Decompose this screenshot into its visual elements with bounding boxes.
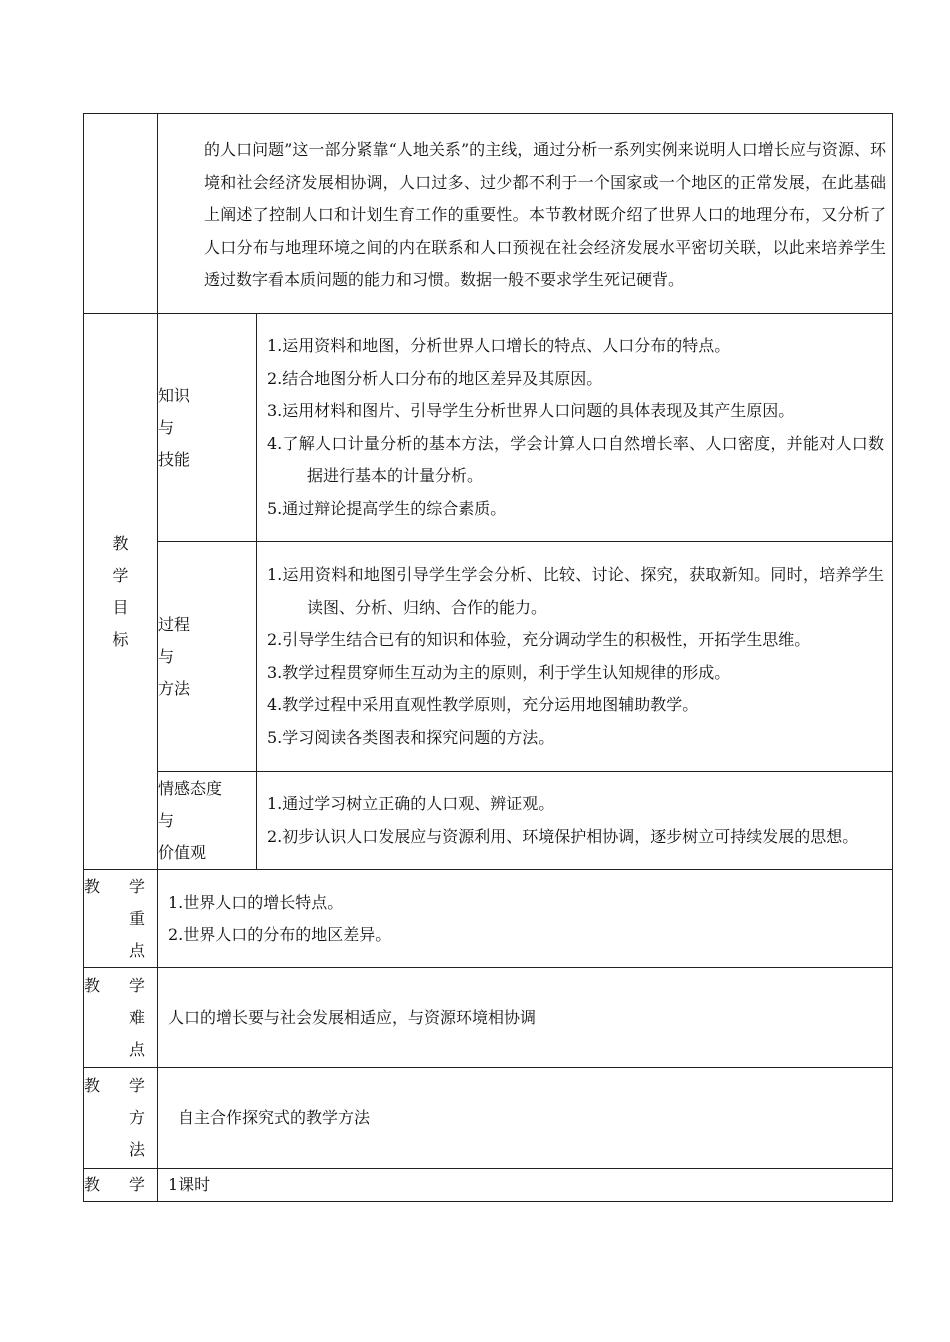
objectives-label: 教 学 目 标 — [112, 533, 129, 649]
key-points-label: 教 学 重 点 — [84, 870, 158, 968]
key-point-item: 1.世界人口的增长特点。 — [168, 892, 344, 912]
knowledge-list — [257, 328, 892, 527]
attitude-items-cell — [257, 772, 893, 870]
list-item: 4.了解人口计量分析的基本方法，学会计算人口自然增长率、人口密度，并能对人口数据进行基本的计量分析。 — [267, 433, 885, 485]
list-item: 3.运用材料和图片、引导学生分析世界人口问题的具体表现及其产生原因。 — [267, 401, 795, 420]
intro-row — [84, 114, 893, 314]
process-list — [257, 557, 892, 756]
list-item: 4.教学过程中采用直观性教学原则，充分运用地图辅助教学。 — [267, 695, 699, 714]
intro-label-cell — [84, 114, 158, 314]
list-item: 1.运用资料和地图引导学生学会分析、比较、讨论、探究，获取新知。同时，培养学生读图、分析、归纳、合作的能力。 — [267, 565, 885, 617]
objectives-process-row — [84, 542, 893, 772]
attitude-label-cell: 情感态度 与 价值观 — [158, 772, 257, 870]
methods-cell — [158, 1068, 893, 1169]
objectives-knowledge-row — [84, 314, 893, 542]
process-items-cell — [257, 542, 893, 772]
key-points-cell — [158, 870, 893, 968]
list-item: 2.引导学生结合已有的知识和体验，充分调动学生的积极性，开拓学生思维。 — [267, 630, 811, 649]
objectives-attitude-row — [84, 772, 893, 870]
hours-cell — [158, 1169, 893, 1202]
difficulties-label: 教 学 难 点 — [84, 968, 158, 1068]
intro-content-cell — [158, 114, 893, 314]
methods-label: 教 学 方 法 — [84, 1068, 158, 1169]
list-item: 1.通过学习树立正确的人口观、辨证观。 — [267, 794, 555, 813]
process-label-cell: 过程 与 方法 — [158, 542, 257, 772]
list-item: 1.运用资料和地图，分析世界人口增长的特点、人口分布的特点。 — [267, 336, 731, 355]
list-item: 2.初步认识人口发展应与资源利用、环境保护相协调，逐步树立可持续发展的思想。 — [267, 826, 859, 846]
difficulties-row — [84, 968, 893, 1068]
difficulties-cell — [158, 968, 893, 1068]
hours-label: 教 学 — [84, 1169, 158, 1202]
intro-paragraph: 的人口问题”这一部分紧靠“人地关系”的主线，通过分析一系列实例来说明人口增长应与资源、环境和社会经济发展相协调，人口过多、过少都不利于一个国家或一个地区的正常发展，在此基础上阐述了控制人口和计划生育工作的重要性。本节教材既介绍了世界人口的地理分布，又分析了人口分布与地理环境之间的内在联系和人口预视在社会经济发展水平密切关联，以此来培养学生透过数字看本质问题的能力和习惯。数据一般不要求学生死记硬背。 — [204, 140, 887, 290]
list-item: 3.教学过程贯穿师生互动为主的原则，利于学生认知规律的形成。 — [267, 662, 731, 682]
methods-text: 自主合作探究式的教学方法 — [178, 1108, 371, 1127]
methods-row — [84, 1068, 893, 1169]
knowledge-items-cell — [257, 314, 893, 542]
key-point-item: 2.世界人口的分布的地区差异。 — [168, 924, 392, 944]
knowledge-label-cell: 知识 与 技能 — [158, 314, 257, 542]
difficulties-text: 人口的增长要与社会发展相适应，与资源环境相协调 — [168, 1007, 537, 1027]
lesson-plan-table — [83, 113, 893, 1202]
list-item: 5.通过辩论提高学生的综合素质。 — [267, 498, 507, 518]
list-item: 5.学习阅读各类图表和探究问题的方法。 — [267, 727, 555, 747]
attitude-list — [257, 786, 892, 855]
list-item: 2.结合地图分析人口分布的地区差异及其原因。 — [267, 368, 603, 388]
hours-text: 1课时 — [168, 1175, 211, 1194]
key-points-row — [84, 870, 893, 968]
hours-row — [84, 1169, 893, 1202]
objectives-label-cell — [84, 314, 158, 870]
